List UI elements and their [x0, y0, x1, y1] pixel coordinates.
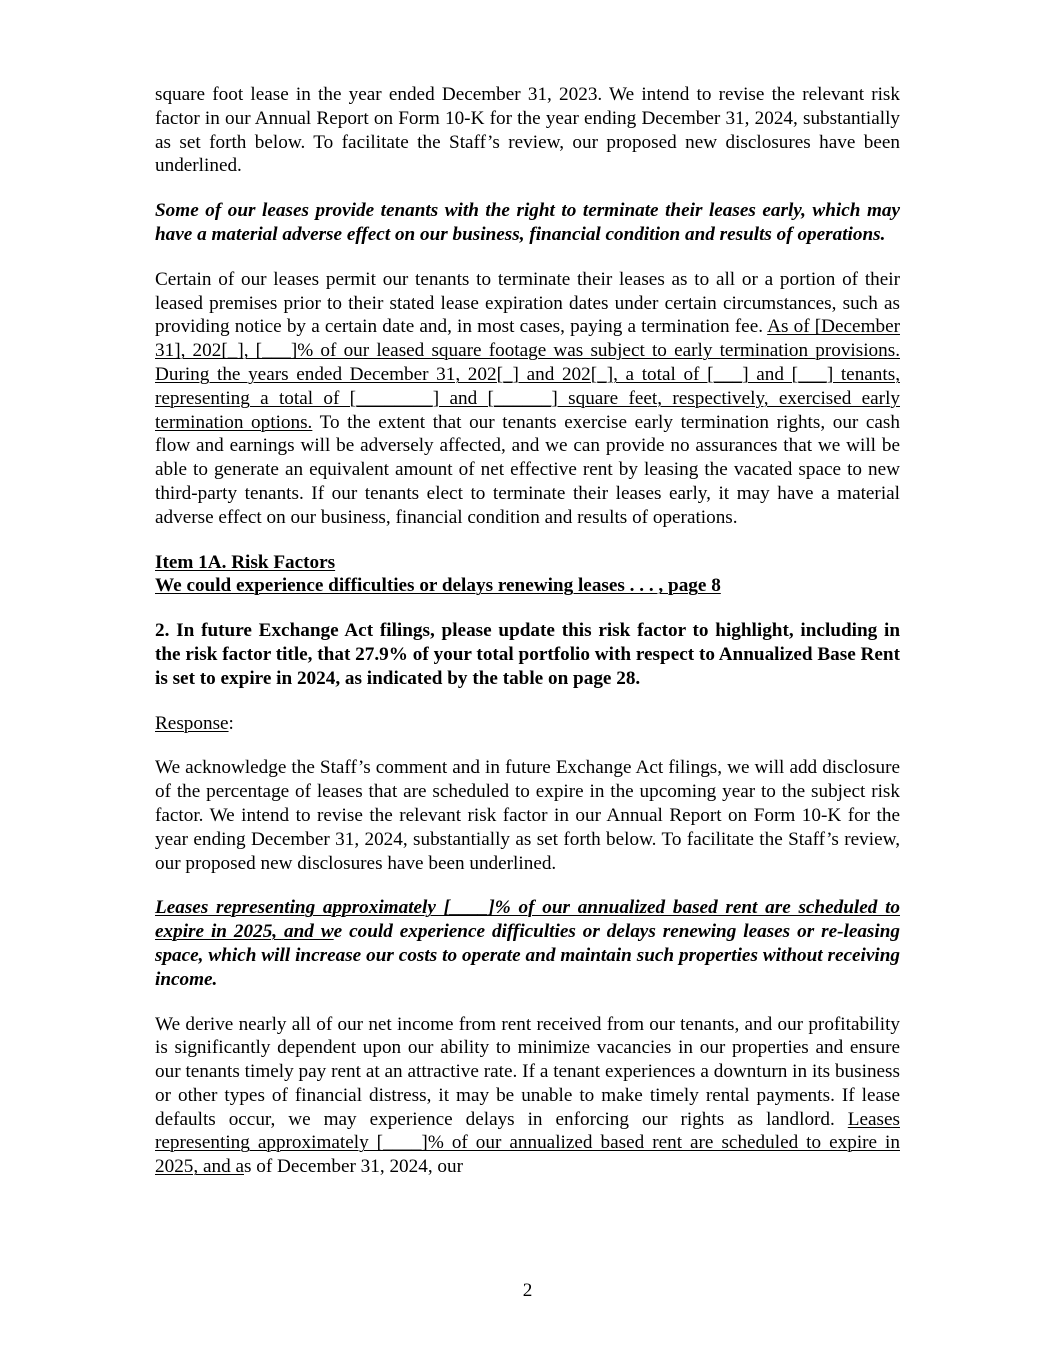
response-label: Response [155, 712, 229, 734]
section-heading-item: Item 1A. Risk Factors [155, 551, 336, 573]
risk-factor-2-title-rest: e could experience difficulties or delays renewing leases or re-leasing space, which will increase our costs to operate and maintain such properties without receiving income. [155, 921, 900, 990]
intro-paragraph: square foot lease in the year ended December 31, 2023. We intend to revise the relevant risk factor in our Annual Report on Form 10-K for the year ending December 31, 2024, substantially as set forth below. To facilitate the Staff’s review, our proposed new disclosures have been underlined. [155, 84, 900, 177]
risk-factor-2-proposed-disclosure: Leases representing approximately [____]% of our annualized based rent are scheduled to expire in 2025, and a [155, 1108, 900, 1178]
response-paragraph: We acknowledge the Staff’s comment and in future Exchange Act filings, we will add disclosure of the percentage of leases that are scheduled to expire in the upcoming year to the subject risk factor. We intend to revise the relevant risk factor in our Annual Report on Form 10-K for the year ending December 31, 2024, substantially as set forth below. To facilitate the Staff’s review, our proposed new disclosures have been underlined. [155, 757, 900, 874]
response-label-line [155, 712, 900, 736]
section-heading-risk-factor: We could experience difficulties or delays renewing leases . . . , page 8 [155, 575, 721, 597]
risk-factor-2-title [155, 896, 900, 991]
risk-factor-2-title-proposed: Leases representing approximately [____]% of our annualized based rent are scheduled to expire in 2025, and w [155, 897, 900, 943]
response-colon: : [228, 712, 234, 734]
risk-factor-1-body-before: Certain of our leases permit our tenants to terminate their leases as to all or a portion of their leased premises prior to their stated lease expiration dates under certain circumstances, such as providing notice by a certain date and, in most cases, paying a termination fee. [155, 268, 900, 338]
risk-factor-2-body [155, 1013, 900, 1180]
risk-factor-1-proposed-disclosure: As of [December 31], 202[_], [___]% of our leased square footage was subject to early termination provisions. During the years ended December 31, 202[_] and 202[_], a total of [___] and [___] tenants, representing a total of [________] and [______] square feet, respectively, exercised early termination options. [155, 316, 900, 433]
section-heading [155, 551, 900, 599]
risk-factor-1-title: Some of our leases provide tenants with the right to terminate their leases early, which may have a material adverse effect on our business, financial condition and results of operations. [155, 200, 900, 245]
risk-factor-2-body-before: We derive nearly all of our net income from rent received from our tenants, and our profitability is significantly dependent upon our ability to minimize vacancies in our properties and ensure our tenants timely pay rent at an attractive rate. If a tenant experiences a downturn in its business or other types of financial distress, it may be unable to make timely rental payments. If lease defaults occur, we may experience delays in enforcing our rights as landlord. [155, 1013, 900, 1130]
staff-comment-2: 2. In future Exchange Act filings, please update this risk factor to highlight, including in the risk factor title, that 27.9% of your total portfolio with respect to Annualized Base Rent is set to expire in 2024, as indicated by the table on page 28. [155, 620, 900, 689]
risk-factor-2-body-after: s of December 31, 2024, our [244, 1156, 463, 1178]
page-number: 2 [522, 1280, 533, 1301]
risk-factor-1-body [155, 268, 900, 530]
risk-factor-1-body-after: To the extent that our tenants exercise early termination rights, our cash flow and earnings will be adversely affected, and we can provide no assurances that we will be able to generate an equivalent amount of net effective rent by leasing the vacated space to new third-party tenants. If our tenants elect to terminate their leases early, it may have a material adverse effect on our business, financial condition and results of operations. [155, 411, 900, 528]
document-page [155, 83, 900, 1179]
